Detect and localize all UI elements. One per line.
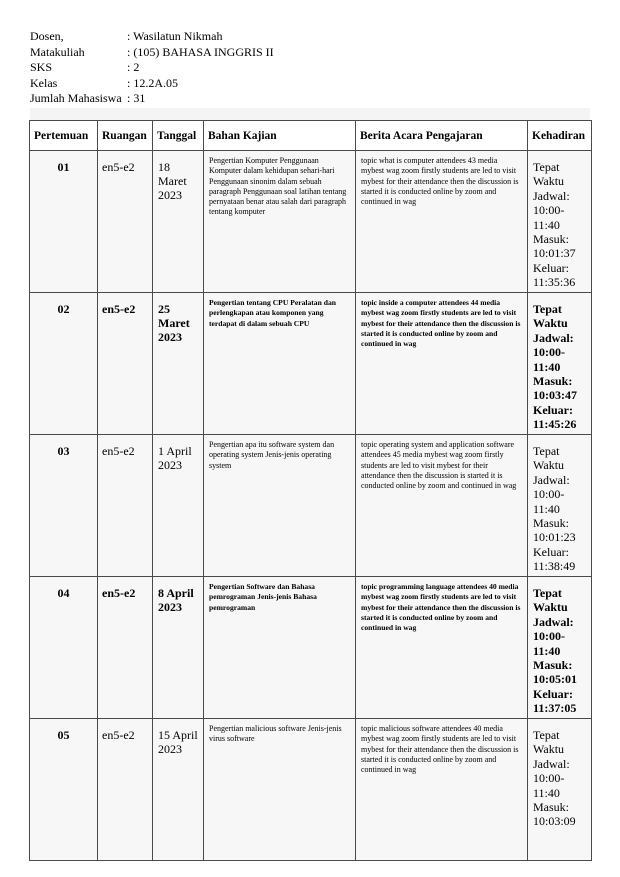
meeting-number: 04	[30, 577, 98, 719]
attendance-line: 11:35:36	[533, 275, 576, 290]
attendance-cell	[528, 151, 592, 293]
table-row	[30, 577, 592, 719]
attendance-line: 11:40	[533, 359, 561, 374]
attendance-line: 10:00-	[533, 629, 565, 644]
topic-cell: Pengertian Software dan Bahasa pemrograman Jenis-jenis Bahasa pemrograman	[204, 577, 356, 719]
info-label: Dosen,	[30, 29, 64, 43]
info-label: SKS	[30, 60, 53, 74]
room-cell: en5-e2	[98, 435, 153, 577]
attendance-line: Masuk:	[533, 374, 573, 389]
info-row-lecturer	[30, 29, 274, 45]
attendance-line: 11:45:26	[533, 417, 577, 432]
report-cell: topic malicious software attendees 40 media mybest wag zoom firstly students are led to visit mybest for their attendance then the discussion is started it is conducted online by zoom and continued in wag	[356, 719, 528, 861]
table-row	[30, 719, 592, 861]
attendance-table	[29, 120, 592, 861]
attendance-line: 11:40	[533, 501, 560, 516]
topic-cell: Pengertian apa itu software system dan operating system Jenis-jenis operating system	[204, 435, 356, 577]
attendance-cell	[528, 719, 592, 861]
attendance-line: 11:37:05	[533, 701, 577, 716]
attendance-line: Waktu	[533, 174, 565, 189]
date-cell: 8 April 2023	[153, 577, 204, 719]
attendance-line: Masuk:	[533, 800, 569, 815]
date-cell: 25 Maret 2023	[153, 293, 204, 435]
meeting-number: 01	[30, 151, 98, 293]
attendance-line: Tepat	[533, 160, 560, 174]
topic-cell: Pengertian tentang CPU Peralatan dan perlengkapan atau komponen yang terdapat di dalam sebuah CPU	[204, 293, 356, 435]
room-cell: en5-e2	[98, 577, 153, 719]
header-kehadiran: Kehadiran	[528, 121, 592, 151]
attendance-line: Waktu	[533, 316, 568, 331]
info-label: Jumlah Mahasiswa	[30, 91, 122, 105]
header-bahan-kajian: Bahan Kajian	[204, 121, 356, 151]
attendance-line: Waktu	[533, 458, 565, 473]
info-value: : (105) BAHASA INGGRIS II	[127, 44, 274, 59]
header-pertemuan: Pertemuan	[30, 121, 98, 151]
date-cell: 1 April 2023	[153, 435, 204, 577]
attendance-line: 10:00-	[533, 203, 565, 218]
topic-cell: Pengertian Komputer Penggunaan Komputer dalam kehidupan sehari-hari Penggunaan sinonim dalam sebuah paragraph Penggunaan soal latihan tentang pernyataan benar atau salah dari paragraph tentang komputer	[204, 151, 356, 293]
attendance-line: Tepat	[533, 444, 560, 458]
info-row-students	[30, 91, 274, 107]
info-value: : Wasilatun Nikmah	[127, 29, 223, 43]
meeting-number: 02	[30, 293, 98, 435]
header-berita-acara: Berita Acara Pengajaran	[356, 121, 528, 151]
attendance-line: Masuk:	[533, 232, 569, 247]
attendance-line: Jadwal:	[533, 472, 570, 487]
report-cell: topic inside a computer attendees 44 media mybest wag zoom firstly students are led to visit mybest for their attendance then the discussion is started it is conducted online by zoom and continued in wag	[356, 293, 528, 435]
table-row	[30, 151, 592, 293]
attendance-line: 10:01:23	[533, 530, 576, 545]
info-value: : 31	[127, 91, 146, 105]
header-ruangan: Ruangan	[98, 121, 153, 151]
topic-cell: Pengertian malicious software Jenis-jenis virus software	[204, 719, 356, 861]
meeting-number: 03	[30, 435, 98, 577]
attendance-line: Waktu	[533, 600, 568, 615]
info-row-credits	[30, 60, 274, 76]
attendance-line: Keluar:	[533, 544, 569, 559]
attendance-line: 10:00-	[533, 345, 565, 360]
table-row	[30, 293, 592, 435]
attendance-line: 11:38:49	[533, 559, 576, 574]
table-row	[30, 435, 592, 577]
room-cell: en5-e2	[98, 719, 153, 861]
table-header-row	[30, 121, 592, 151]
attendance-line: Jadwal:	[533, 330, 574, 345]
attendance-line: Jadwal:	[533, 188, 570, 203]
date-cell: 18 Maret 2023	[153, 151, 204, 293]
attendance-line: Jadwal:	[533, 756, 570, 771]
info-row-class	[30, 76, 274, 92]
info-row-course	[30, 45, 274, 61]
info-label: Kelas	[30, 75, 58, 90]
attendance-cell	[528, 435, 592, 577]
attendance-line: 10:00-	[533, 487, 565, 502]
date-cell: 15 April 2023	[153, 719, 204, 861]
attendance-line: 11:40	[533, 217, 560, 232]
attendance-line: Keluar:	[533, 402, 573, 417]
report-cell: topic programming language attendees 40 media mybest wag zoom firstly students are led to visit mybest for their attendance then the discussion is started it is conducted online by zoom and continued in wag	[356, 577, 528, 719]
attendance-line: Jadwal:	[533, 614, 574, 629]
report-cell: topic operating system and application software attendees 45 media mybest wag zoom firstly students are led to visit mybest for their attendance then the discussion is started it is conducted online by zoom and continued in wag	[356, 435, 528, 577]
info-label: Matakuliah	[30, 44, 85, 59]
attendance-cell	[528, 577, 592, 719]
attendance-line: Masuk:	[533, 516, 569, 531]
attendance-line: 10:05:01	[533, 672, 577, 687]
separator-band	[30, 108, 590, 120]
room-cell: en5-e2	[98, 151, 153, 293]
attendance-line: 10:01:37	[533, 246, 576, 261]
attendance-line: 11:40	[533, 785, 560, 800]
attendance-line: Tepat	[533, 302, 562, 316]
course-info	[30, 29, 274, 107]
attendance-line: Keluar:	[533, 260, 569, 275]
attendance-line: 10:03:47	[533, 388, 577, 403]
room-cell: en5-e2	[98, 293, 153, 435]
attendance-cell	[528, 293, 592, 435]
attendance-line: Tepat	[533, 728, 560, 742]
attendance-line: 10:00-	[533, 771, 565, 786]
attendance-line: Keluar:	[533, 686, 573, 701]
header-tanggal: Tanggal	[153, 121, 204, 151]
info-value: : 12.2A.05	[127, 75, 178, 90]
attendance-line: Masuk:	[533, 658, 573, 673]
attendance-line: Tepat	[533, 586, 562, 600]
meeting-number: 05	[30, 719, 98, 861]
report-cell: topic what is computer attendees 43 media mybest wag zoom firstly students are led to visit mybest for their attendance then the discussion is started it is conducted online by zoom and continued in wag	[356, 151, 528, 293]
attendance-line: Waktu	[533, 742, 565, 757]
info-value: : 2	[127, 60, 140, 74]
attendance-line: 11:40	[533, 643, 561, 658]
attendance-line: 10:03:09	[533, 814, 576, 829]
